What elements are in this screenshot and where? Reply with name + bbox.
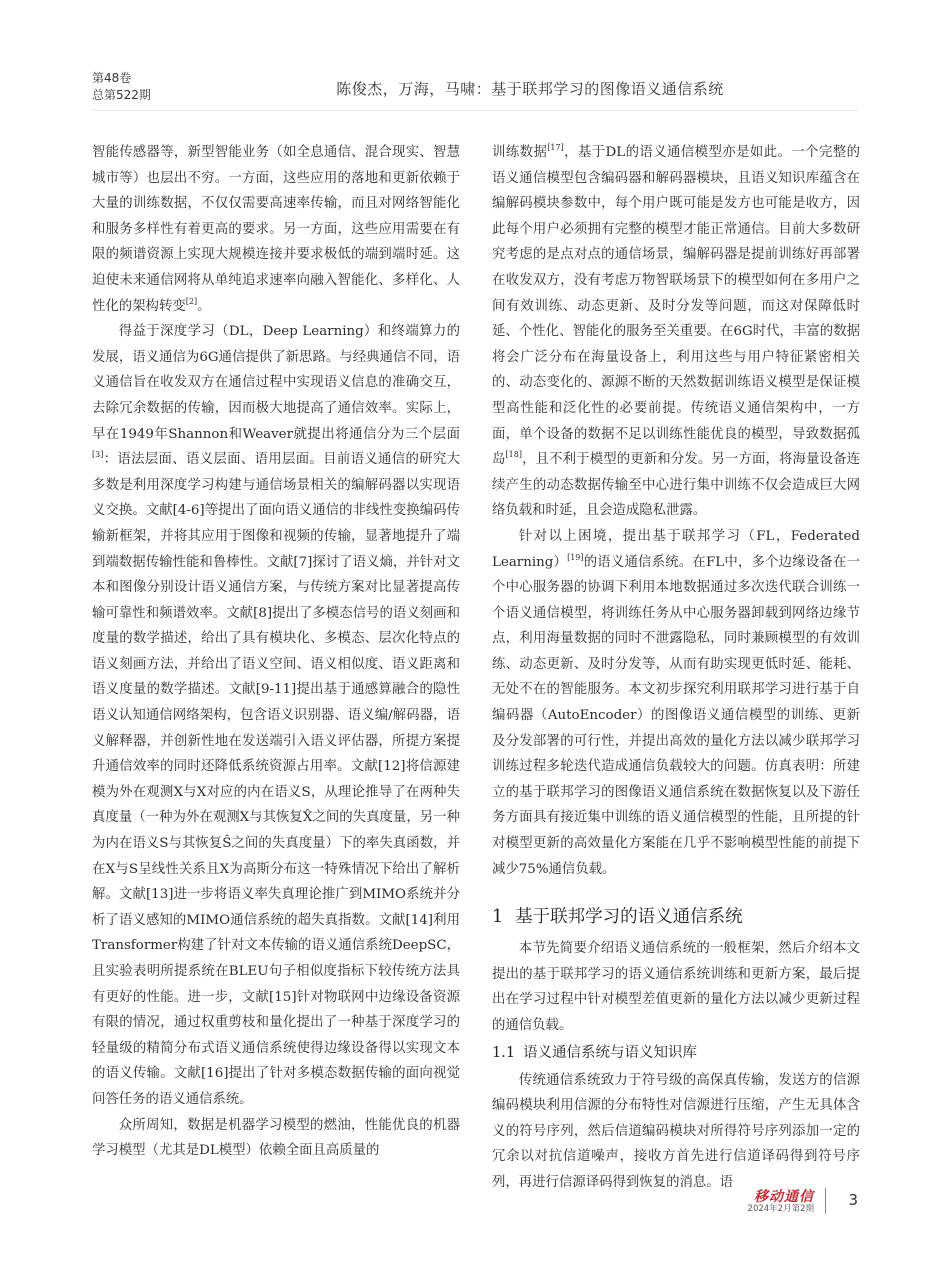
issue-date: 2024年2月第2期 bbox=[747, 1204, 814, 1214]
subsection-title: 语义通信系统与语义知识库 bbox=[523, 1044, 698, 1061]
text-run: 针对以上困境，提出基于联邦学习（FL，Federated Learning） bbox=[492, 528, 860, 570]
page-header bbox=[92, 66, 858, 111]
text-run: ：语法层面、语义层面、语用层面。目前语义通信的研究大多数是利用深度学习构建与通信场景相关的编解码器以实现语义交换。文献[4-6]等提出了面向语义通信的非线性变换编码传输新框架，并将其应用于图像和视频的传输，显著地提升了端到端数据传输性能和鲁棒性。文献[7]探讨了语义熵，并针对文本和图像分别设计语义通信方案，与传统方案对比显著提高传输可靠性和频谱效率。文献[8]提出了多模态信号的语义刻画和度量的数学描述，给出了具有模块化、多模态、层次化特点的语义刻画方法，并给出了语义空间、语义相似度、语义距离和语义度量的数学描述。文献[9-11]提出基于通感算融合的隐性语义认知通信网络架构，包含语义识别器、语义编/解码器，语义解释器，并创新性地在发送端引入语义评估器，所提方案提升通信效率的同时还降低系统资源占用率。文献[12]将信源建模为外在观测X与X对应的内在语义S，从理论推导了在两种失真度量（一种为外在观测X与其恢复X̂之间的失真度量，另一种为内在语义S与其恢复Ŝ之间的失真度量）下的率失真函数，并在X与S呈线性关系且X为高斯分布这一特殊情况下给出了解析解。文献[13]进一步将语义率失真理论推广到MIMO系统并分析了语义感知的MIMO通信系统的超失真指数。文献[14]利用Transformer构建了针对文本传输的语义通信系统DeepSC，且实验表明所提系统在BLEU句子相似度指标下较传统方法具有更好的性能。进一步，文献[15]针对物联网中边缘设备资源有限的情况，通过权重剪枝和量化提出了一种基于深度学习的轻量级的精简分布式语义通信系统使得边缘设备得以实现文本的语义传输。文献[16]提出了针对多模态数据传输的面向视觉问答任务的语义通信系统。 bbox=[92, 452, 460, 1107]
journal-logo: 移动通信 bbox=[754, 1189, 814, 1205]
section-title: 基于联邦学习的语义通信系统 bbox=[515, 907, 743, 928]
paragraph bbox=[92, 140, 460, 319]
footer-divider bbox=[825, 1188, 826, 1214]
text-run: 智能传感器等，新型智能业务（如全息通信、混合现实、智慧城市等）也层出不穷。一方面，这些应用的落地和更新依赖于大量的训练数据，不仅仅需要高速率传输，而且对网络智能化和服务多样性有着更高的要求。另一方面，这些应用需要在有限的频谱资源上实现大规模连接并要求极低的端到端时延。这迫使未来通信网将从单纯追求速率向融入智能化、多样化、人性化的架构转变 bbox=[92, 145, 460, 314]
paragraph bbox=[92, 319, 460, 1112]
citation-ref: [17] bbox=[547, 143, 564, 152]
text-run: 得益于深度学习（DL，Deep Learning）和终端算力的发展，语义通信为6G通信提供了新思路。与经典通信不同，语义通信旨在收发双方在通信过程中实现语义信息的准确交互，去除冗余数据的传输，因而极大地提高了通信效率。实际上，早在1949年Shannon和Weaver就提出将通信分为三个层面 bbox=[92, 324, 460, 442]
citation-ref: [2] bbox=[185, 296, 198, 306]
text-run: ，基于DL的语义通信模型亦是如此。一个完整的语义通信模型包含编码器和解码器模块，且语义知识库蕴含在编解码模块参数中，每个用户既可能是发方也可能是收方，因此每个用户必须拥有完整的模型才能正常通信。目前大多数研究考虑的是点对点的通信场景，编解码器是提前训练好再部署在收发双方，没有考虑万物智联场景下的模型如何在多用户之间有效训练、动态更新、及时分发等问题，而这对保障低时延、个性化、智能化的服务至关重要。在6G时代，丰富的数据将会广泛分布在海量设备上，利用这些与用户特征紧密相关的、动态变化的、源源不断的天然数据训练语义模型是保证模型高性能和泛化性的必要前提。传统语义通信架构中，一方面，单个设备的数据不足以训练性能优良的模型，导致数据孤岛 bbox=[492, 145, 860, 468]
text-run: ，且不利于模型的更新和分发。另一方面，将海量设备连续产生的动态数据传输至中心进行集中训练不仅会造成巨大网络负载和时延，且会造成隐私泄露。 bbox=[492, 452, 861, 519]
right-column bbox=[492, 140, 860, 1196]
text-run: 的语义通信系统。在FL中，多个边缘设备在一个中心服务器的协调下利用本地数据通过多次迭代联合训练一个语义通信模型，将训练任务从中心服务器卸载到网络边缘节点，利用海量数据的同时不泄露隐私，同时兼顾模型的有效训练、动态更新、及时分发等，从而有助实现更低时延、能耗、无处不在的智能服务。本文初步探究利用联邦学习进行基于自编码器（AutoEncoder）的图像语义通信模型的训练、更新及分发部署的可行性，并提出高效的量化方法以减少联邦学习训练过程多轮迭代造成通信负载较大的问题。仿真表明：所建立的基于联邦学习的图像语义通信系统在数据恢复以及下游任务方面具有接近集中训练的语义通信模型的性能，且所提的针对模型更新的高效量化方案能在几乎不影响模型性能的前提下减少75%通信负载。 bbox=[492, 554, 860, 877]
subsection-heading bbox=[492, 1041, 860, 1066]
citation-ref: [18] bbox=[505, 450, 522, 460]
page-number: 3 bbox=[848, 1191, 858, 1209]
running-title: 陈俊杰，万海，马啸：基于联邦学习的图像语义通信系统 bbox=[336, 80, 724, 98]
citation-ref: [19] bbox=[567, 552, 584, 562]
citation-ref: [3] bbox=[92, 450, 104, 460]
paragraph: 本节先简要介绍语义通信系统的一般框架，然后介绍本文提出的基于联邦学习的语义通信系统训练和更新方案，最后提出在学习过程中针对模型差值更新的量化方法以减少更新过程的通信负载。 bbox=[492, 941, 860, 1033]
subsection-number: 1.1 bbox=[492, 1044, 516, 1061]
left-column bbox=[92, 140, 460, 1164]
paragraph bbox=[92, 1113, 460, 1164]
page-footer bbox=[740, 1186, 860, 1216]
text-run: 。 bbox=[197, 298, 211, 314]
text-run: 众所周知，数据是机器学习模型的燃油，性能优良的机器学习模型（尤其是DL模型）依赖全面且高质量的 bbox=[92, 1117, 460, 1159]
paragraph: 传统通信系统致力于符号级的高保真传输，发送方的信源编码模块利用信源的分布特性对信源进行压缩，产生无具体含义的符号序列，然后信道编码模块对所得符号序列添加一定的冗余以对抗信道噪声，接收方首先进行信道译码得到符号序列，再进行信源译码得到恢复的消息。语 bbox=[492, 1072, 860, 1190]
paragraph bbox=[492, 524, 860, 882]
section-number: 1 bbox=[492, 907, 504, 928]
text-run: 训练数据 bbox=[492, 145, 548, 160]
paragraph bbox=[492, 140, 860, 524]
issue-total-label: 总第522期 bbox=[92, 88, 151, 102]
section-heading bbox=[492, 904, 860, 930]
volume-label: 第48卷 bbox=[92, 71, 132, 85]
